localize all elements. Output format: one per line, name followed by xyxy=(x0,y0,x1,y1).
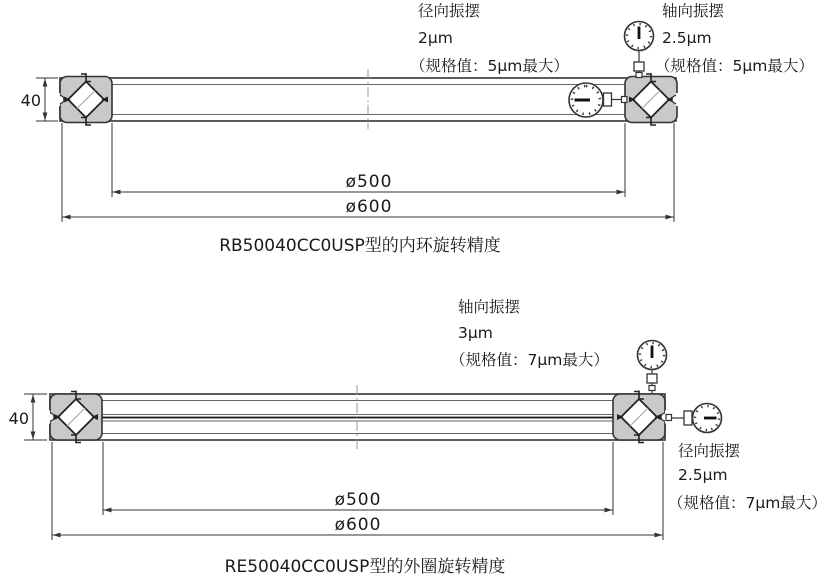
re-width-dimension xyxy=(9,394,47,440)
re-outer-diameter-label: ø600 xyxy=(334,515,382,535)
re-right-roller-block xyxy=(613,390,665,444)
re-axial-dial-indicator-icon xyxy=(638,341,667,394)
re-radial-runout-annotation xyxy=(668,442,827,512)
re-diagram xyxy=(9,298,827,577)
rb-axial-runout-value: 2.5μm xyxy=(662,29,712,47)
rb-inner-diameter-dimension xyxy=(112,123,625,197)
rb-axial-dial-indicator-icon xyxy=(625,22,654,78)
re-radial-dial-indicator-icon xyxy=(666,404,722,433)
re-axial-runout-spec: （规格值：7μm最大） xyxy=(450,351,609,369)
rb-axial-runout-spec: （规格值：5μm最大） xyxy=(655,57,814,75)
re-inner-diameter-label: ø500 xyxy=(334,490,382,510)
re-width-label: 40 xyxy=(8,409,29,428)
rb-width-dimension xyxy=(21,78,58,121)
rb-radial-runout-value: 2μm xyxy=(418,29,453,47)
re-radial-runout-spec: （规格值：7μm最大） xyxy=(668,494,827,512)
re-left-roller-block xyxy=(50,390,102,444)
rb-axial-runout-label: 轴向振摆 xyxy=(662,2,725,20)
re-axial-runout-value: 3μm xyxy=(458,324,493,342)
rb-radial-runout-label: 径向振摆 xyxy=(418,2,481,20)
re-axial-runout-label: 轴向振摆 xyxy=(458,298,521,316)
rb-axial-runout-annotation xyxy=(655,2,814,75)
rb-left-roller-block xyxy=(60,73,112,127)
re-caption: RE50040CC0USP型的外圈旋转精度 xyxy=(224,557,506,577)
re-axial-runout-annotation xyxy=(450,298,609,369)
re-bearing-drawing xyxy=(44,385,671,449)
re-inner-diameter-dimension xyxy=(103,442,613,515)
rb-diagram xyxy=(21,2,814,256)
rb-inner-diameter-label: ø500 xyxy=(345,172,393,192)
re-radial-runout-value: 2.5μm xyxy=(678,466,728,484)
rb-right-roller-block xyxy=(625,73,677,127)
rb-width-label: 40 xyxy=(20,91,41,110)
rb-radial-runout-annotation xyxy=(410,2,569,75)
rb-caption: RB50040CC0USP型的内环旋转精度 xyxy=(219,236,501,256)
rb-radial-runout-spec: （规格值：5μm最大） xyxy=(410,57,569,75)
rb-outer-diameter-label: ø600 xyxy=(345,197,393,217)
re-radial-runout-label: 径向振摆 xyxy=(678,442,741,460)
